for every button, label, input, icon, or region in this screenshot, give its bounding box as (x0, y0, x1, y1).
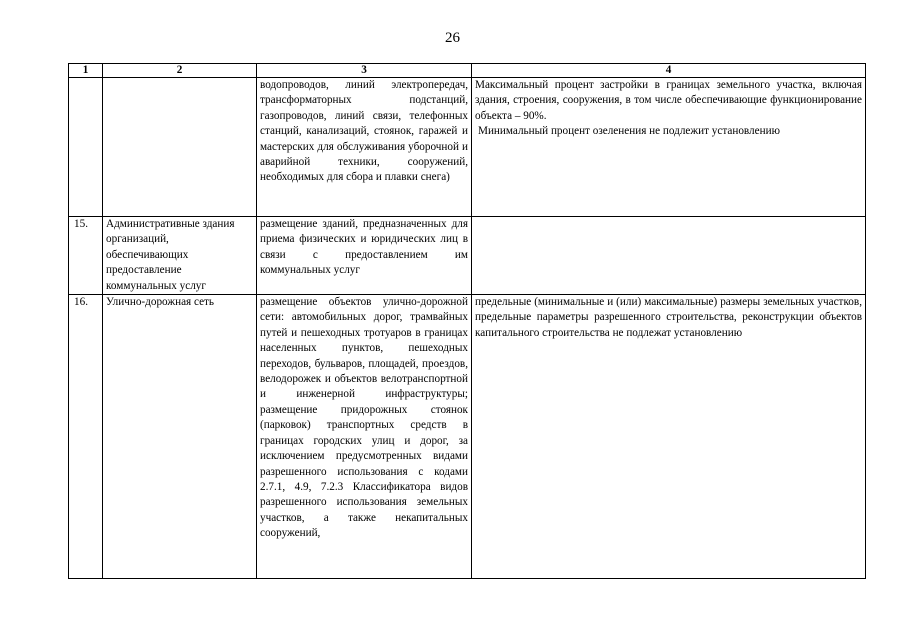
zoning-table (68, 63, 866, 579)
use-type-name: Административные здания организаций, обеспечивающих предоставление коммунальных услуг (103, 217, 257, 295)
page-number: 26 (445, 30, 460, 46)
table-row (69, 295, 866, 579)
column-header-2: 2 (103, 64, 257, 78)
parameter-text: Минимальный процент озеленения не подлежит установлению (478, 125, 780, 138)
use-parameters (472, 295, 866, 579)
table-row (69, 217, 866, 295)
parameter-text: Максимальный процент застройки в границах земельного участка, включая здания, строения, сооружения, в том числе обеспечивающие функционирование объекта – 90%. (475, 79, 862, 122)
use-description: размещение зданий, предназначенных для приема физических и юридических лиц в связи с предоставлением им коммунальных услуг (257, 217, 472, 295)
use-parameters (472, 78, 866, 217)
table-row (69, 78, 866, 217)
use-description: водопроводов, линий электропередач, трансформаторных подстанций, газопроводов, линий связи, телефонных станций, канализаций, стоянок, гаражей и мастерских для обслуживания уборочной и аварийной техники, сооружений, необходимых для сбора и плавки снега) (257, 78, 472, 217)
use-type-name: Улично-дорожная сеть (103, 295, 257, 579)
row-number: 16. (69, 295, 103, 579)
column-header-1: 1 (69, 64, 103, 78)
column-header-3: 3 (257, 64, 472, 78)
use-parameters (472, 217, 866, 295)
parameter-text: предельные (минимальные и (или) максимальные) размеры земельных участков, предельные параметры разрешенного строительства, реконструкции объектов капитального строительства не подлежат установлению (475, 296, 862, 339)
use-type-name (103, 78, 257, 217)
row-number (69, 78, 103, 217)
column-header-4: 4 (472, 64, 866, 78)
table-header-row (69, 64, 866, 78)
use-description: размещение объектов улично-дорожной сети: автомобильных дорог, трамвайных путей и пешеходных тротуаров в границах населенных пунктов, пешеходных переходов, бульваров, площадей, проездов, велодорожек и объектов велотранспортной и инженерной инфраструктуры; размещение придорожных стоянок (парковок) транспортных средств в границах городских улиц и дорог, за исключением предусмотренных видами разрешенного использования с кодами 2.7.1, 4.9, 7.2.3 Классификатора видов разрешенного использования земельных участков, а также некапитальных сооружений, (257, 295, 472, 579)
row-number: 15. (69, 217, 103, 295)
